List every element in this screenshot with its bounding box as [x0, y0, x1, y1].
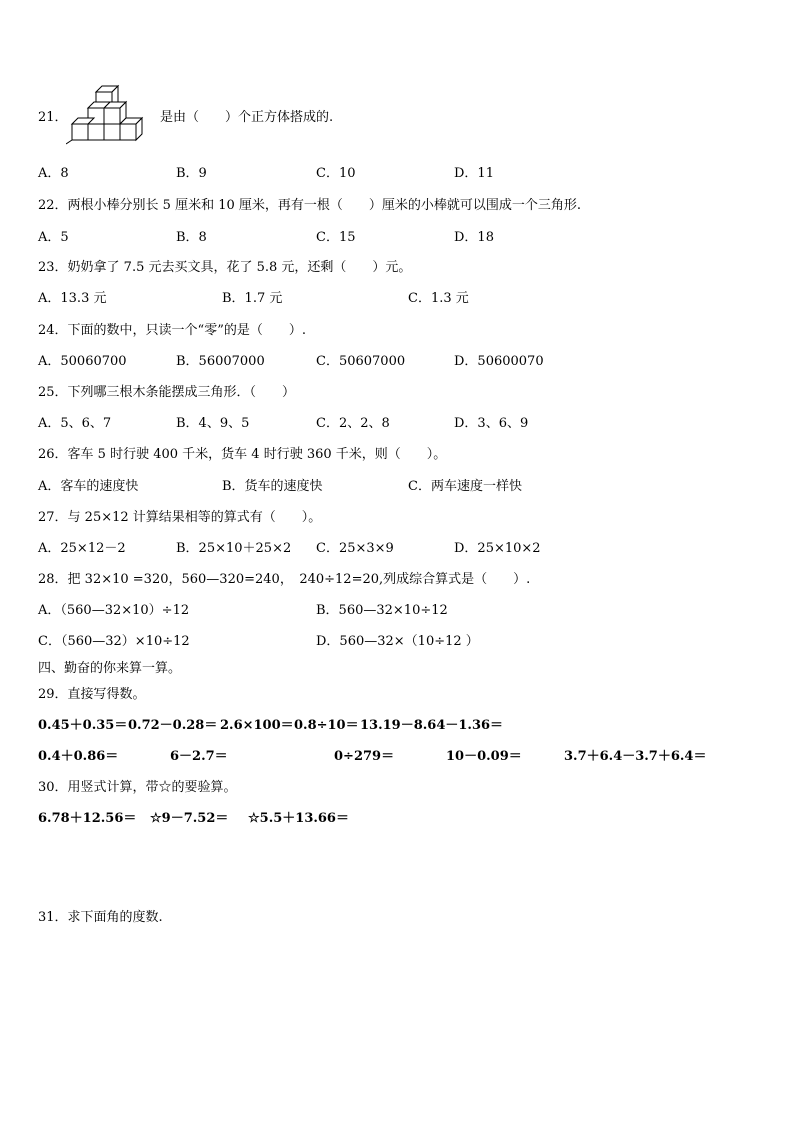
q29-expr-4: 0.8÷10＝ [294, 718, 359, 733]
q30-item-1: 6.78＋12.56＝ [38, 811, 137, 826]
q23-option-b[interactable]: B．1.7 元 [222, 291, 283, 306]
q21-number: 21． [38, 110, 68, 125]
q22-option-d[interactable]: D．18 [454, 230, 494, 245]
q25-option-b[interactable]: B．4、9、5 [176, 416, 250, 431]
q26-option-b[interactable]: B．货车的速度快 [222, 479, 323, 494]
q22-option-b[interactable]: B．8 [176, 230, 207, 245]
q21-text: 是由（ ）个正方体搭成的. [160, 110, 334, 125]
q26-option-c[interactable]: C．两车速度一样快 [408, 479, 522, 494]
q23-option-c[interactable]: C．1.3 元 [408, 291, 469, 306]
section-title: 四、勤奋的你来算一算。 [38, 661, 182, 676]
q29-expr-7: 6－2.7＝ [170, 749, 228, 764]
q27-option-b[interactable]: B．25×10＋25×2 [176, 541, 292, 556]
q26-option-a[interactable]: A．客车的速度快 [38, 479, 139, 494]
q23-text: 23．奶奶拿了 7.5 元去买文具，花了 5.8 元，还剩（ ）元。 [38, 260, 412, 275]
q22-text: 22．两根小棒分别长 5 厘米和 10 厘米，再有一根（ ）厘米的小棒就可以围成一个三角形. [38, 198, 582, 213]
q28-option-c[interactable]: C．（560—32）×10÷12 [38, 634, 190, 649]
q29-expr-10: 3.7＋6.4－3.7＋6.4＝ [564, 749, 707, 764]
q24-option-c[interactable]: C．50607000 [316, 354, 406, 369]
q24-option-b[interactable]: B．56007000 [176, 354, 265, 369]
q23-option-a[interactable]: A．13.3 元 [38, 291, 107, 306]
q29-expr-5: 13.19－8.64－1.36＝ [360, 718, 504, 733]
q25-text: 25．下列哪三根木条能摆成三角形．（ ） [38, 385, 296, 400]
q21-option-b[interactable]: B．9 [176, 166, 207, 181]
q30-text: 30．用竖式计算，带☆的要验算。 [38, 780, 237, 795]
q29-expr-8: 0÷279＝ [334, 749, 395, 764]
q21-option-a[interactable]: A．8 [38, 166, 69, 181]
q21-option-c[interactable]: C．10 [316, 166, 356, 181]
q22-option-a[interactable]: A．5 [38, 230, 69, 245]
q29-expr-2: 0.72－0.28＝ [128, 718, 218, 733]
q28-option-d[interactable]: D．560—32×（10÷12 ） [316, 634, 479, 649]
q24-option-a[interactable]: A．50060700 [38, 354, 127, 369]
q29-expr-1: 0.45＋0.35＝ [38, 718, 128, 733]
cube-stack-icon [66, 82, 154, 152]
q25-option-c[interactable]: C．2、2、8 [316, 416, 390, 431]
q29-expr-6: 0.4＋0.86＝ [38, 749, 119, 764]
q28-text: 28．把 32×10 =320，560—320=240， 240÷12=20,列成综合算式是（ ）. [38, 572, 531, 587]
q27-option-a[interactable]: A．25×12－2 [38, 541, 126, 556]
q27-text: 27．与 25×12 计算结果相等的算式有（ ）。 [38, 510, 322, 525]
q29-text: 29．直接写得数。 [38, 687, 146, 702]
q30-item-2: ☆9－7.52＝ [150, 811, 229, 826]
q25-option-a[interactable]: A．5、6、7 [38, 416, 112, 431]
q25-option-d[interactable]: D．3、6、9 [454, 416, 529, 431]
q21-option-d[interactable]: D．11 [454, 166, 494, 181]
q24-option-d[interactable]: D．50600070 [454, 354, 544, 369]
q27-option-c[interactable]: C．25×3×9 [316, 541, 394, 556]
q26-text: 26．客车 5 时行驶 400 千米，货车 4 时行驶 360 千米，则（ ）。 [38, 447, 447, 462]
q28-option-a[interactable]: A．（560—32×10）÷12 [38, 603, 190, 618]
q22-option-c[interactable]: C．15 [316, 230, 356, 245]
q30-item-3: ☆5.5＋13.66＝ [248, 811, 349, 826]
q28-option-b[interactable]: B．560—32×10÷12 [316, 603, 448, 618]
q31-text: 31．求下面角的度数. [38, 910, 163, 925]
cube-stack-figure [66, 82, 154, 156]
q27-option-d[interactable]: D．25×10×2 [454, 541, 541, 556]
q29-expr-3: 2.6×100＝ [220, 718, 294, 733]
q24-text: 24．下面的数中，只读一个“零”的是（ ）. [38, 323, 306, 338]
q29-expr-9: 10－0.09＝ [446, 749, 522, 764]
